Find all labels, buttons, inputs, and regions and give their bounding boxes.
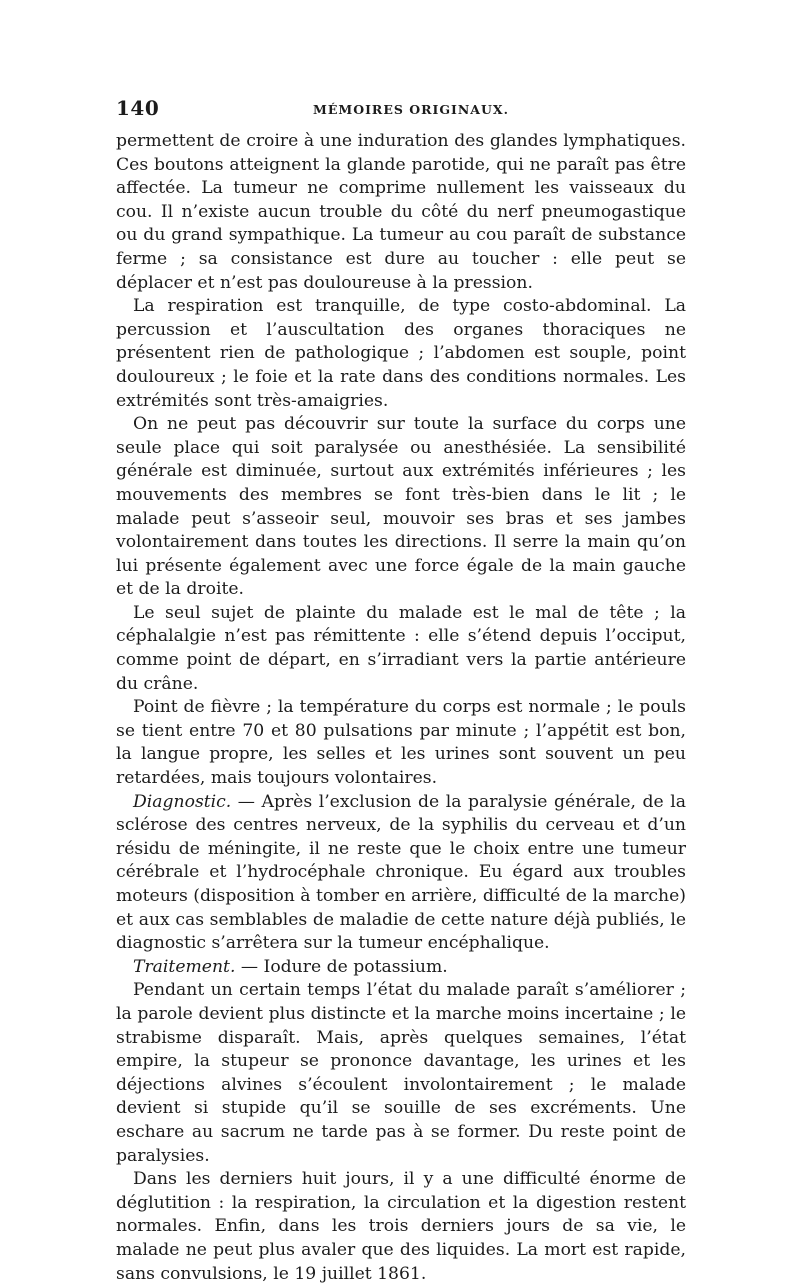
paragraph-sensibility: On ne peut pas découvrir sur toute la surface du corps une seule place qui soit paralysée ou anesthésiée. La sensibilité générale est diminuée, surtout aux extrémités inférieures ; les mouvements des membres se font très-bien dans le lit ; le malade peut s’asseoir seul, mouvoir ses bras et ses jambes volontairement dans toutes les directions. Il serre la main qu’on lui présente également avec une force égale de la main gauche et de la droite. — [116, 414, 686, 600]
paragraph-fever: Point de fièvre ; la température du corps est normale ; le pouls se tient entre 70 et 80 pulsations par minute ; l’appétit est bon, la langue propre, les selles et les urines sont souvent un peu retardées, mais toujours volontaires. — [116, 697, 686, 789]
paragraph-progression: Pendant un certain temps l’état du malade paraît s’améliorer ; la parole devient plus distincte et la marche moins incertaine ; le strabisme disparaît. Mais, après quelques semaines, l’état empire, la stupeur se prononce davantage, les urines et les déjections alvines s’écoulent involontairement ; le malade devient si stupide qu’il se souille de ses excréments. Une eschare au sacrum ne tarde pas à se former. Du reste point de paralysies. — [116, 980, 686, 1166]
paragraph-headache: Le seul sujet de plainte du malade est le mal de tête ; la céphalalgie n’est pas rémittente : elle s’étend depuis l’occiput, comme point de départ, en s’irradiant vers la partie antérieure du crâne. — [116, 602, 686, 694]
paragraph-respiration: La respiration est tranquille, de type costo-abdominal. La percussion et l’auscultation des organes thoraciques ne présentent rien de pathologique ; l’abdomen est souple, point douloureux ; le foie et la rate dans des conditions normales. Les extrémités sont très-amaigries. — [116, 296, 686, 411]
diagnostic-heading: Diagnostic. — [133, 791, 232, 812]
body-text — [116, 130, 686, 1286]
paragraph-treatment: Traitement. — Iodure de potassium. — [133, 956, 448, 977]
page-number: 140 — [116, 96, 160, 120]
paragraph-continued: permettent de croire à une induration des glandes lymphatiques. Ces boutons atteignent la glande parotide, qui ne paraît pas être affectée. La tumeur ne comprime nullement les vaisseaux du cou. Il n’existe aucun trouble du côté du nerf pneumogastique ou du grand sympathique. La tumeur au cou paraît de substance ferme ; sa consistance est dure au toucher : elle peut se déplacer et n’est pas douloureuse à la pression. — [116, 131, 686, 293]
paragraph-final-days: Dans les derniers huit jours, il y a une difficulté énorme de déglutition : la respiration, la circulation et la digestion restent normales. Enfin, dans les trois derniers jours de sa vie, le malade ne peut plus avaler que des liquides. La mort est rapide, sans convulsions, le 19 juillet 1861. — [116, 1169, 686, 1284]
page-header — [116, 96, 686, 120]
treatment-heading: Traitement. — [133, 956, 236, 977]
running-title: MÉMOIRES ORIGINAUX. — [313, 102, 509, 117]
paragraph-diagnostic: Diagnostic. — Après l’exclusion de la paralysie générale, de la sclérose des centres nerveux, de la syphilis du cerveau et d’un résidu de méningite, il ne reste que le choix entre une tumeur cérébrale et l’hydrocéphale chronique. Eu égard aux troubles moteurs (disposition à tomber en arrière, difficulté de la marche) et aux cas semblables de maladie de cette nature déjà publiés, le diagnostic s’arrêtera sur la tumeur encéphalique. — [116, 791, 686, 954]
